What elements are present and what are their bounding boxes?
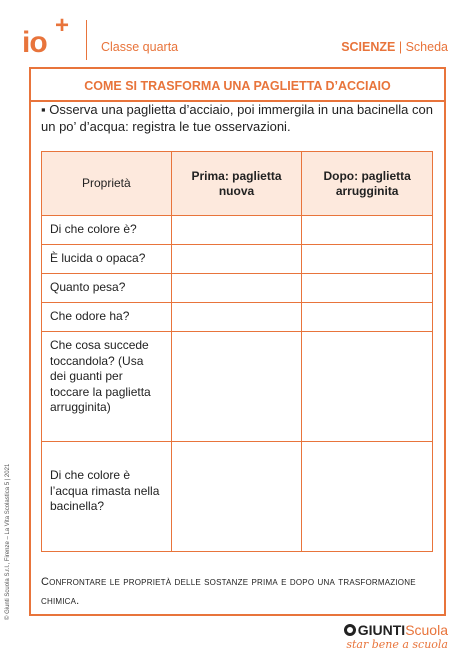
brand-name [344,622,448,638]
subject-separator: | [398,40,403,54]
after-answer-cell[interactable] [302,245,433,274]
header-before: Prima: paglietta nuova [171,152,302,216]
brand-main-text: GIUNTI [357,622,406,638]
table-row [42,442,433,552]
worksheet-frame [29,67,446,616]
table-row [42,245,433,274]
table-row [42,216,433,245]
giunti-scuola-logo [344,622,448,651]
logo-text: io [22,26,47,59]
before-answer-cell[interactable] [171,332,302,442]
header-property: Proprietà [42,152,172,216]
table-row [42,303,433,332]
after-answer-cell[interactable] [302,274,433,303]
header-divider [86,20,87,60]
subject-name: SCIENZE [341,40,396,54]
row-question: Di che colore è? [42,216,172,245]
after-answer-cell[interactable] [302,216,433,245]
before-answer-cell[interactable] [171,442,302,552]
table-row [42,274,433,303]
header-after: Dopo: paglietta arrugginita [302,152,433,216]
before-answer-cell[interactable] [171,245,302,274]
table-header-row [42,152,433,216]
before-answer-cell[interactable] [171,274,302,303]
row-question: Che cosa succede toccandola? (Usa dei guanti per toccare la paglietta arrugginita) [42,332,172,442]
before-answer-cell[interactable] [171,216,302,245]
subject-label [341,40,448,54]
worksheet-title: COME SI TRASFORMA UNA PAGLIETTA D’ACCIAIO [84,79,391,93]
observation-table [41,151,433,552]
conclusion-text: Confrontare le proprietà delle sostanze prima e dopo una trasformazione chimica. [41,576,416,607]
table-row [42,332,433,442]
before-answer-cell[interactable] [171,303,302,332]
after-answer-cell[interactable] [302,303,433,332]
instruction-text: ▪ Osserva una paglietta d’acciaio, poi immergila in una bacinella con un po’ d’acqua: registra le tue osservazioni. [41,102,433,134]
after-answer-cell[interactable] [302,332,433,442]
giunti-g-icon [344,624,356,636]
logo-plus-icon: + [55,12,70,39]
row-question: Quanto pesa? [42,274,172,303]
brand-accent-text: Scuola [405,622,448,638]
copyright-text: © Giunti Scuola S.r.l., Firenze – La Vita Scolastica 5 | 2021 [5,463,11,620]
sheet-label: Scheda [405,40,448,54]
row-question: È lucida o opaca? [42,245,172,274]
brand-tagline: star bene a scuola [346,638,448,651]
row-question: Che odore ha? [42,303,172,332]
row-question: Di che colore è l’acqua rimasta nella bacinella? [42,442,172,552]
grade-label: Classe quarta [101,40,179,54]
io-plus-logo [22,12,82,59]
after-answer-cell[interactable] [302,442,433,552]
